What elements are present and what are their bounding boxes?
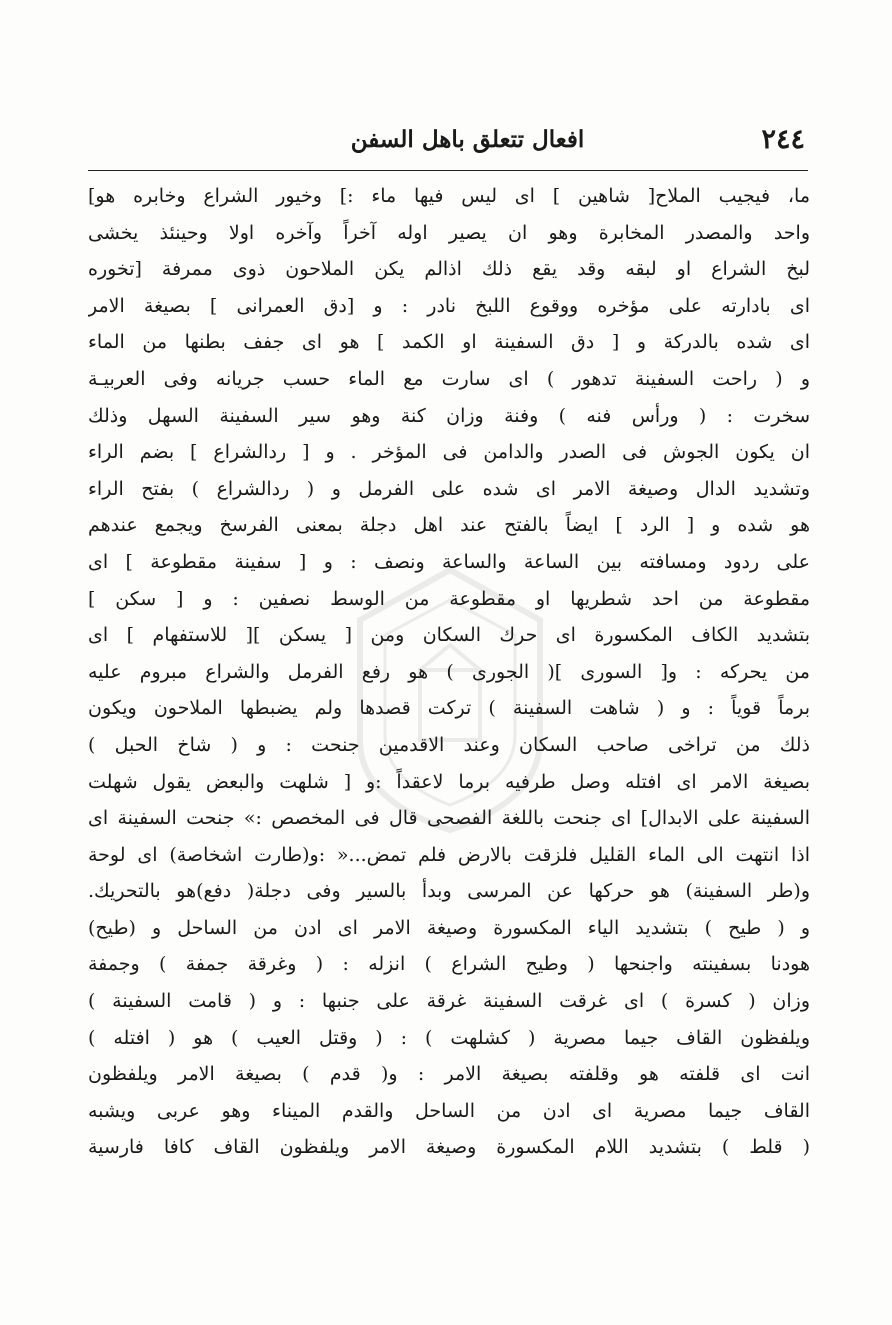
text-line: على ردود ومسافته بين الساعة والساعة ونصف : و [ سفينة مقطوعة ] اى — [88, 550, 810, 573]
text-line: السفينة على الابدال] اى جنحت باللغة الفصحى قال فى المخصص :» جنحت السفينة اى — [88, 807, 810, 830]
text-line: وزان ( كسرة ) اى غرقت السفينة غرقة على جنبها : و ( قامت السفينة ) — [88, 990, 810, 1013]
text-line: لبخ الشراع او لبقه وقد يقع ذلك اذالم يكن الملاحون ذوى ممرفة [تخوره — [88, 258, 810, 281]
running-title: افعال تتعلق باهل السفن — [350, 126, 585, 153]
text-line: هو شده و [ الرد ] ايضاً بالفتح عند اهل دجلة بمعنى الفرسخ ويجمع عندهم — [88, 514, 810, 537]
text-line: ذلك من تراخى صاحب السكان وعند الاقدمين جنحت : و ( شاخ الحبل ) — [88, 733, 810, 756]
text-line: بتشديد الكاف المكسورة اى حرك السكان ومن [ يسكن ][ للاستفهام ] اى — [88, 624, 810, 647]
text-line: سخرت : ( ورأس فنه ) وفنة وزان كنة وهو سير السفينة السهل وذلك — [88, 404, 810, 427]
text-line: بصيغة الامر اى افتله وصل طرفيه برما لاعقداً :و [ شلهت والبعض يقول شهلت — [88, 770, 810, 793]
text-line: برماً قوياً : و ( شاهت السفينة ) تركت قصدها ولم يضبطها الملاحون ويكون — [88, 697, 810, 720]
text-line: اى بادارته على مؤخره ووقوع اللبخ نادر : و [دق العمرانى ] بصيغة الامر — [88, 294, 810, 317]
text-line: ويلفظون القاف جيما مصرية ( كشلهت ) : ( وقتل العيب ) هو ( افتله ) — [88, 1026, 810, 1049]
page-header — [90, 118, 805, 164]
text-line: وتشديد الدال وصيغة الامر اى شده على الفرمل و ( ردالشراع ) بفتح الراء — [88, 477, 810, 500]
text-line: و(طر السفينة) هو حركها عن المرسى وبدأ بالسير وفى دجلة( دفع)هو بالتحريك. — [88, 880, 810, 903]
text-line: انت اى قلفته هو وقلفته بصيغة الامر : و( قدم ) بصيغة الامر ويلفظون — [88, 1063, 810, 1086]
text-line: ما، فيجيب الملاح[ شاهين ] اى ليس فيها ماء :] وخيور الشراع وخابره هو] — [88, 185, 810, 207]
text-line: ان يكون الجوش فى الصدر والدامن فى المؤخر . و [ ردالشراع ] بضم الراء — [88, 441, 810, 464]
page-number: ٢٤٤ — [761, 124, 805, 155]
text-line: و ( طيح ) بتشديد الياء المكسورة وصيغة الامر اى ادن من الساحل و (طيح) — [88, 916, 810, 939]
text-line: اى شده بالدركة و [ دق السفينة او الكمد ] هو اى جفف بطنها من الماء — [88, 331, 810, 354]
text-line: اذا انتهت الى الماء القليل فلزقت بالارض فلم تمض...« :و(طارت اشخاصة) اى لوحة — [88, 843, 810, 866]
text-line: و ( راحت السفينة تدهور ) اى سارت مع الماء حسب جريانه وفى العربيـة — [88, 367, 810, 390]
text-line: هودنا بسفينته واجنحها ( وطيح الشراع ) انزله : ( وغرقة جمفة ) وجمفة — [88, 953, 810, 976]
text-line: واحد والمصدر المخابرة وهو ان يصير اوله آخراً وآخره اولا وحينئذ يخشى — [88, 221, 810, 244]
text-line: القاف جيما مصرية اى ادن من الساحل والقدم الميناء وهو عربى ويشبه — [88, 1099, 810, 1122]
header-rule — [88, 170, 808, 171]
body-text — [88, 178, 810, 1166]
text-line: ( قلط ) بتشديد اللام المكسورة وصيغة الامر ويلفظون القاف كافا فارسية — [88, 1136, 810, 1159]
text-line: مقطوعة من احد شطريها او مقطوعة من الوسط نصفين : و [ سكن ] — [88, 587, 810, 610]
text-line: من يحركه : و[ السورى ]( الجورى ) هو رفع الفرمل والشراع مبروم عليه — [88, 660, 810, 683]
